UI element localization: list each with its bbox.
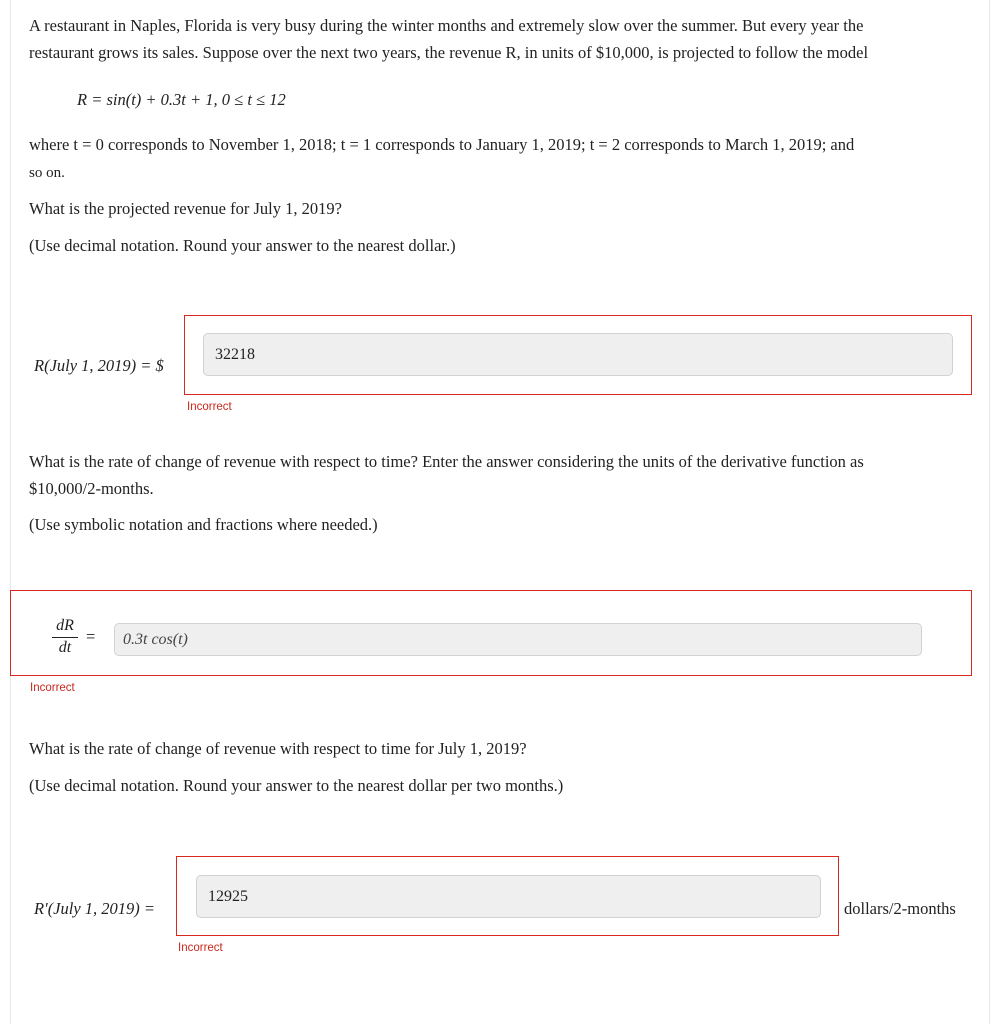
q1-answer-input[interactable]: 32218	[203, 333, 953, 376]
q2-equals: =	[86, 627, 96, 646]
q2-question-line-2: $10,000/2-months.	[29, 479, 154, 498]
intro-line-1: A restaurant in Naples, Florida is very busy during the winter months and extremely slow over the summer. But every year the	[29, 16, 864, 35]
q2-question-line-1: What is the rate of change of revenue with respect to time? Enter the answer considering the units of the derivative function as	[29, 452, 864, 471]
fraction-denominator: dt	[58, 639, 72, 656]
q2-answer-input[interactable]: 0.3t cos(t)	[114, 623, 922, 656]
q2-status: Incorrect	[30, 682, 75, 694]
q1-status: Incorrect	[187, 401, 232, 413]
q3-status: Incorrect	[178, 942, 223, 954]
derivative-fraction	[52, 616, 78, 658]
q2-instruction: (Use symbolic notation and fractions where needed.)	[29, 515, 378, 534]
intro-line-2: restaurant grows its sales. Suppose over the next two years, the revenue R, in units of $10,000, is projected to follow the model	[29, 43, 869, 62]
q3-question: What is the rate of change of revenue with respect to time for July 1, 2019?	[29, 739, 527, 758]
q3-answer-input[interactable]: 12925	[196, 875, 821, 918]
where-line-1: where t = 0 corresponds to November 1, 2018; t = 1 corresponds to January 1, 2019; t = 2 corresponds to March 1, 2019; and	[29, 135, 855, 154]
q1-question: What is the projected revenue for July 1, 2019?	[29, 199, 342, 218]
where-line-2: so on.	[29, 165, 65, 181]
q3-label: R′(July 1, 2019) =	[34, 899, 156, 918]
q1-label: R(July 1, 2019) = $	[34, 356, 164, 375]
q3-units: dollars/2-months	[844, 899, 956, 918]
q1-instruction: (Use decimal notation. Round your answer to the nearest dollar.)	[29, 236, 456, 255]
fraction-numerator: dR	[52, 616, 78, 638]
model-equation: R = sin(t) + 0.3t + 1, 0 ≤ t ≤ 12	[77, 90, 286, 109]
q3-instruction: (Use decimal notation. Round your answer to the nearest dollar per two months.)	[29, 776, 564, 795]
